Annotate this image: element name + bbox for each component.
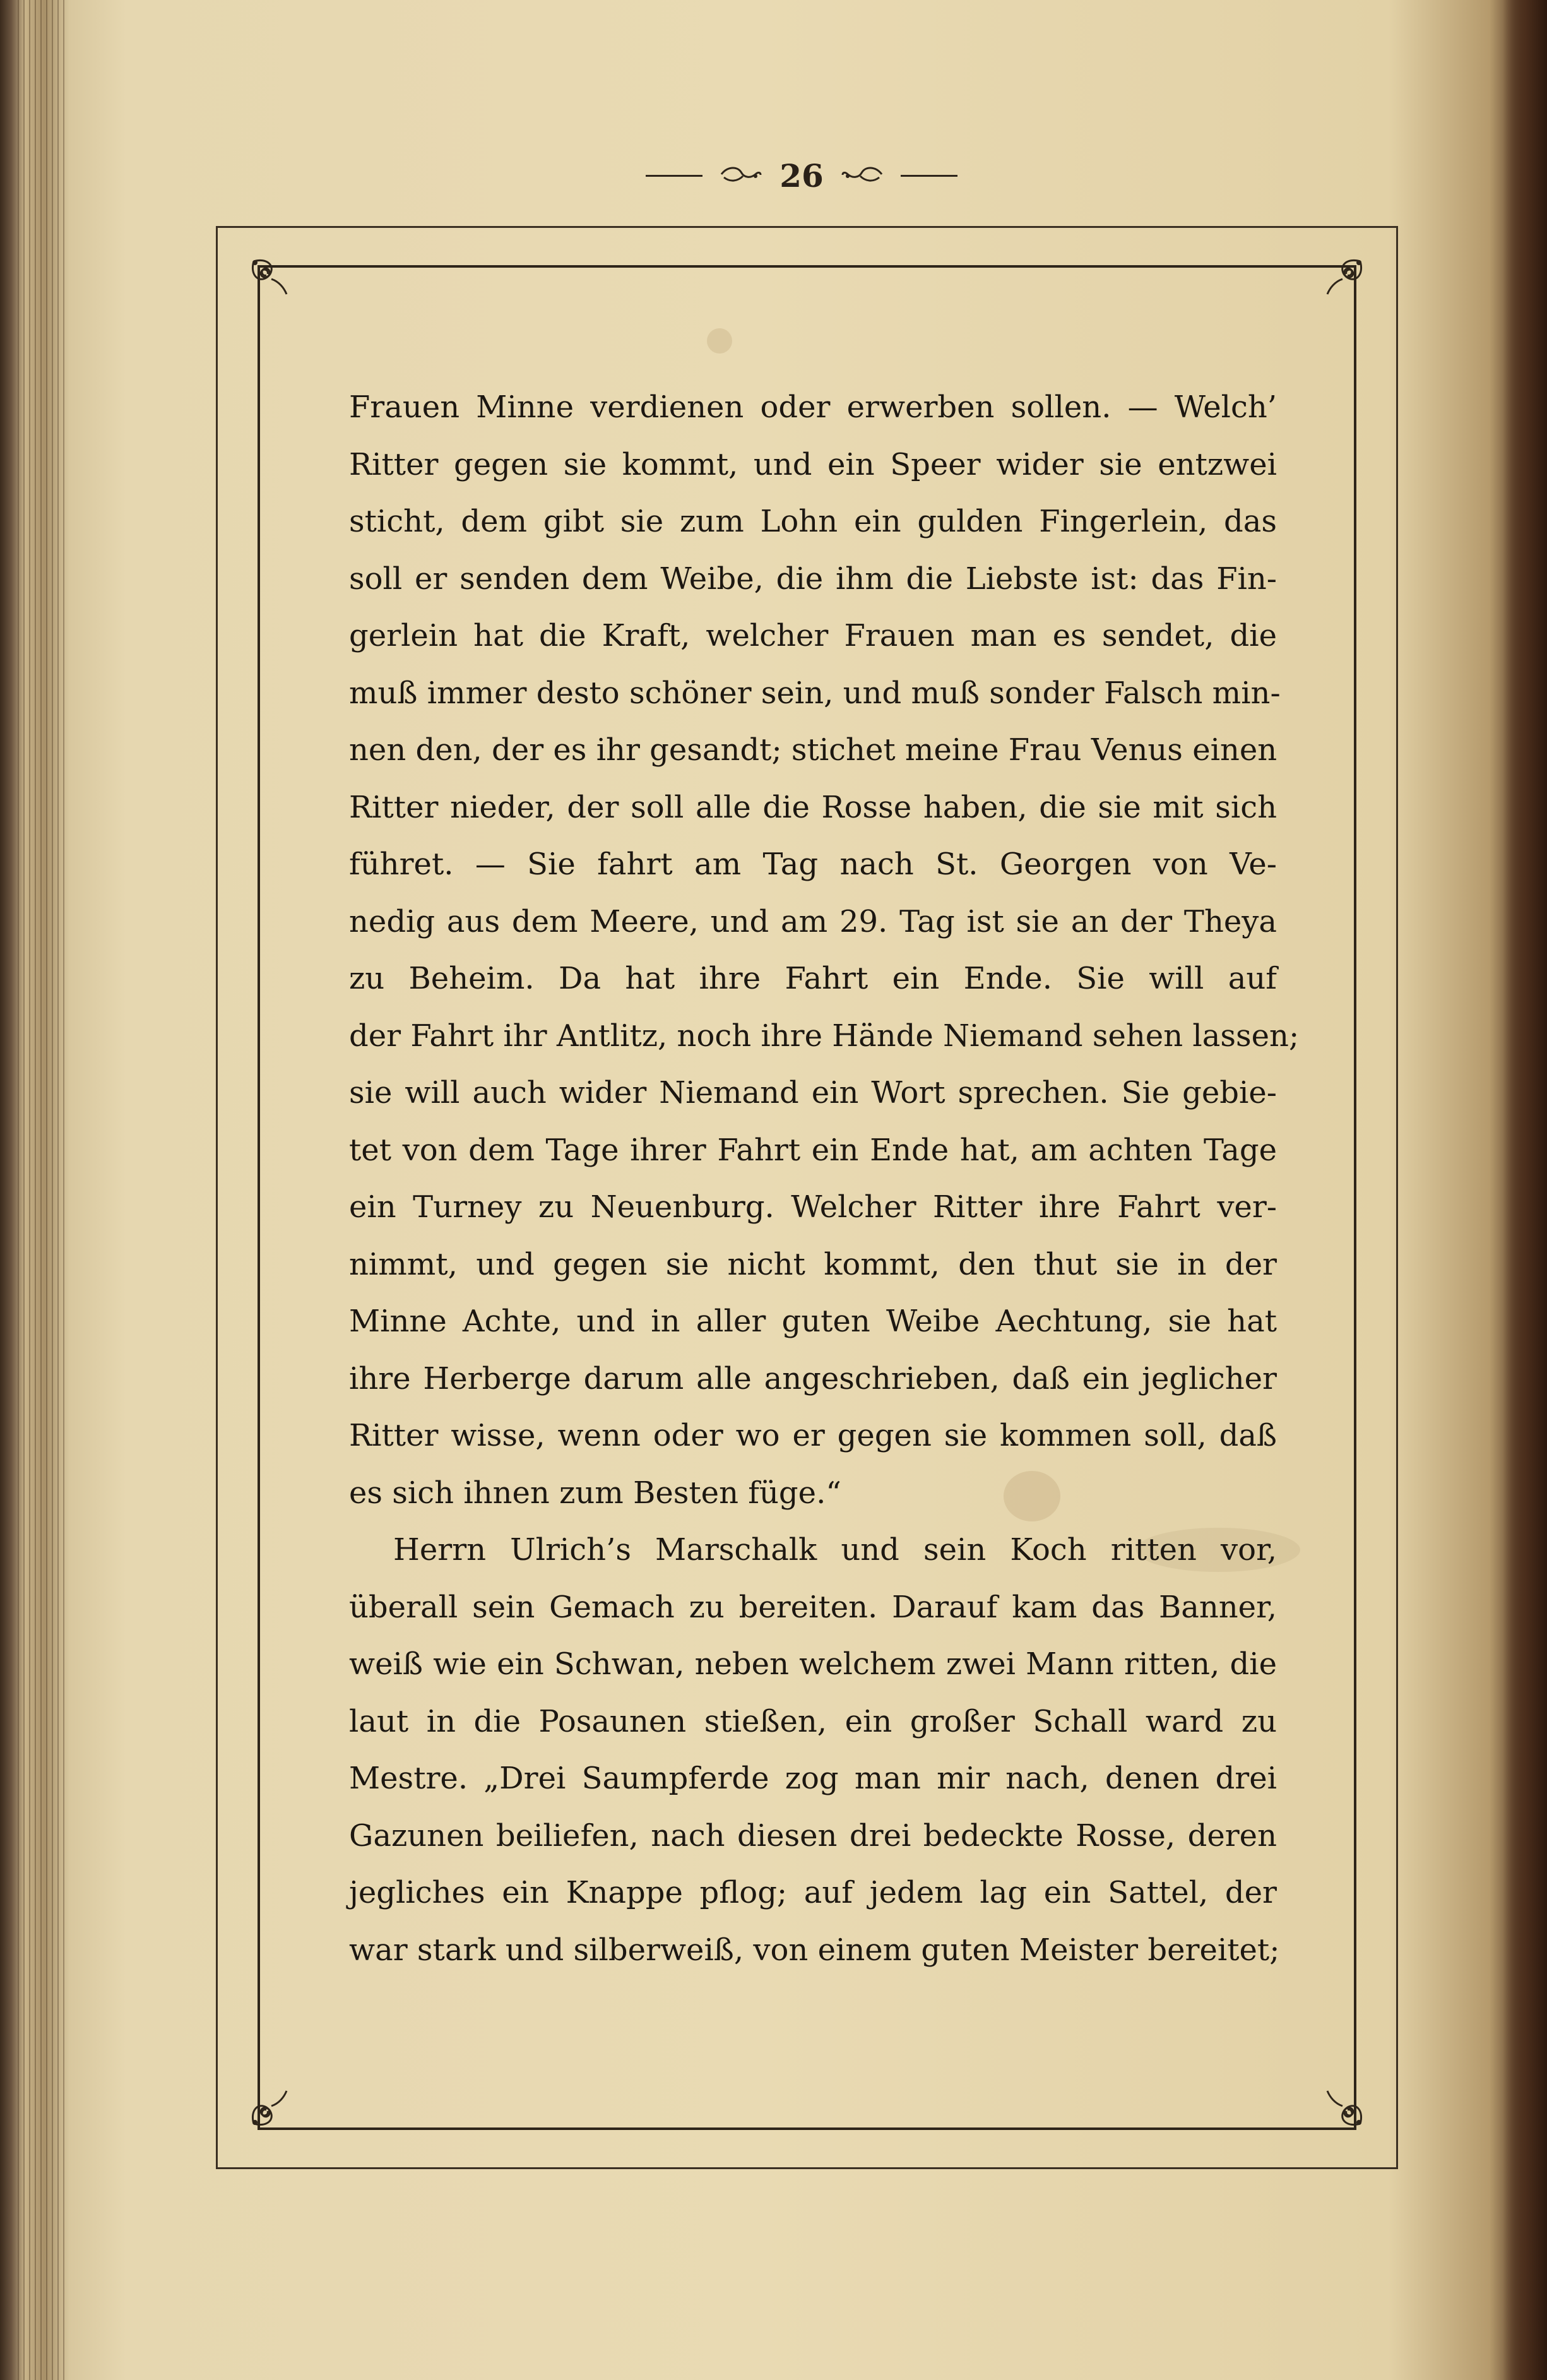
page-number: 26 [779,157,824,194]
text-line: Ritter wisse, wenn oder wo er gegen sie kommen soll, daß [349,1418,1277,1453]
corner-ornament-icon [247,255,294,302]
binding-edge-right [1503,0,1547,2380]
text-line: nen den, der es ihr gesandt; stichet meine Frau Venus einen [349,732,1277,768]
text-line: laut in die Posaunen stießen, ein großer Schall ward zu [349,1703,1277,1739]
text-line: weiß wie ein Schwan, neben welchem zwei Mann ritten, die [349,1646,1277,1682]
corner-ornament-icon [1320,255,1366,302]
text-line: muß immer desto schöner sein, und muß sonder Falsch min- [349,675,1281,711]
text-line: es sich ihnen zum Besten füge.“ [349,1475,841,1511]
text-line: sie will auch wider Niemand ein Wort sprechen. Sie gebie- [349,1075,1277,1110]
text-line: der Fahrt ihr Antlitz, noch ihre Hände Niemand sehen lassen; [349,1018,1300,1054]
text-line: zu Beheim. Da hat ihre Fahrt ein Ende. Sie will auf [349,961,1277,996]
text-line: führet. — Sie fahrt am Tag nach St. Georgen von Ve- [349,847,1277,882]
text-line: sticht, dem gibt sie zum Lohn ein gulden Fingerlein, das [349,504,1277,539]
head-rule-right [901,175,957,177]
fleuron-left-icon [719,164,763,187]
head-rule-left [646,175,702,177]
body-text [349,379,1300,1978]
text-line: tet von dem Tage ihrer Fahrt ein Ende hat, am achten Tage [349,1132,1277,1168]
text-line: gerlein hat die Kraft, welcher Frauen man es sendet, die [349,618,1277,653]
text-line: Frauen Minne verdienen oder erwerben sollen. — Welch’ [349,390,1277,425]
corner-ornament-icon [247,2083,294,2130]
corner-ornament-icon [1320,2083,1366,2130]
text-line: überall sein Gemach zu bereiten. Darauf kam das Banner, [349,1589,1277,1625]
text-line: soll er senden dem Weibe, die ihm die Liebste ist: das Fin- [349,561,1277,597]
text-line: Ritter nieder, der soll alle die Rosse haben, die sie mit sich [349,789,1277,825]
text-line: war stark und silberweiß, von einem guten Meister bereitet; [349,1932,1280,1968]
text-line: Gazunen beiliefen, nach diesen drei bedeckte Rosse, deren [349,1818,1277,1853]
text-line: ein Turney zu Neuenburg. Welcher Ritter ihre Fahrt ver- [349,1189,1277,1225]
text-line: Mestre. „Drei Saumpferde zog man mir nach, denen drei [349,1761,1277,1796]
page-edges-left [18,0,65,2380]
text-line: nedig aus dem Meere, und am 29. Tag ist sie an der Theya [349,903,1277,939]
running-head [637,157,966,194]
fleuron-right-icon [840,164,884,187]
text-line: ihre Herberge darum alle angeschrieben, daß ein jeglicher [349,1360,1277,1396]
text-line: Herrn Ulrich’s Marschalk und sein Koch ritten vor, [393,1532,1277,1568]
text-line: jegliches ein Knappe pflog; auf jedem lag ein Sattel, der [349,1875,1277,1910]
text-line: Minne Achte, und in aller guten Weibe Aechtung, sie hat [349,1304,1277,1339]
text-line: Ritter gegen sie kommt, und ein Speer wider sie entzwei [349,446,1277,482]
text-line: nimmt, und gegen sie nicht kommt, den thut sie in der [349,1246,1277,1282]
